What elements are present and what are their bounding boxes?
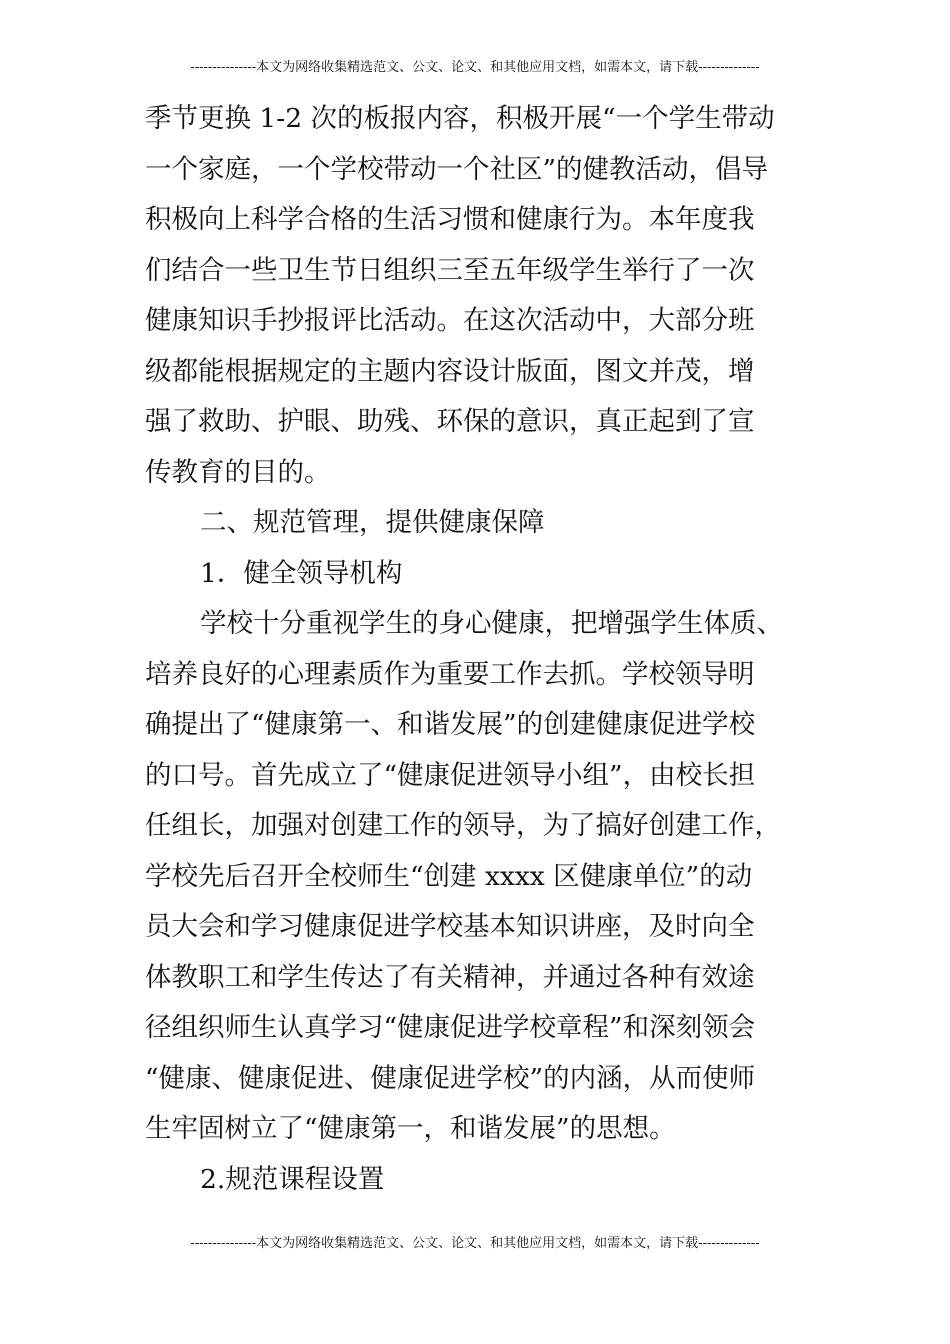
paragraph-line: 传教育的目的。 bbox=[145, 456, 331, 488]
subsection-heading: 2.规范课程设置 bbox=[200, 1163, 385, 1195]
paragraph-line: 级都能根据规定的主题内容设计版面，图文并茂，增 bbox=[145, 355, 755, 387]
header-banner: ---------------本文为网络收集精选范文、公文、论文、和其他应用文档，如需本文，请下载-------------- bbox=[190, 60, 760, 75]
paragraph-line: 学校十分重视学生的身心健康，把增强学生体质、 bbox=[200, 608, 783, 639]
paragraph-line: “健康、健康促进、健康促进学校”的内涵，从而使师 bbox=[145, 1062, 756, 1094]
footer-banner: ---------------本文为网络收集精选范文、公文、论文、和其他应用文档，如需本文，请下载-------------- bbox=[190, 1236, 760, 1251]
paragraph-line: 体教职工和学生传达了有关精神，并通过各种有效途 bbox=[145, 961, 755, 993]
paragraph-line: 径组织师生认真学习“健康促进学校章程”和深刻领会 bbox=[145, 1012, 756, 1043]
section-heading: 二、规范管理，提供健康保障 bbox=[200, 507, 545, 538]
paragraph-line: 积极向上科学合格的生活习惯和健康行为。本年度我 bbox=[145, 204, 755, 235]
paragraph-line: 季节更换 1-2 次的板报内容，积极开展“一个学生带动 bbox=[145, 103, 775, 134]
paragraph-line: 任组长，加强对创建工作的领导，为了搞好创建工作， bbox=[145, 810, 781, 841]
document-body bbox=[145, 94, 807, 1205]
paragraph-line: 确提出了“健康第一、和谐发展”的创建健康促进学校 bbox=[145, 709, 756, 740]
paragraph-line: 健康知识手抄报评比活动。在这次活动中，大部分班 bbox=[145, 305, 755, 336]
paragraph-line: 员大会和学习健康促进学校基本知识讲座，及时向全 bbox=[145, 911, 755, 942]
subsection-heading: 1．健全领导机构 bbox=[200, 557, 403, 589]
paragraph-line: 们结合一些卫生节日组织三至五年级学生举行了一次 bbox=[145, 254, 755, 286]
paragraph-line: 强了救助、护眼、助残、环保的意识，真正起到了宣 bbox=[145, 406, 755, 437]
paragraph-line: 学校先后召开全校师生“创建 xxxx 区健康单位”的动 bbox=[145, 860, 753, 892]
paragraph-line: 的口号。首先成立了“健康促进领导小组”，由校长担 bbox=[145, 759, 756, 791]
paragraph-line: 生牢固树立了“健康第一，和谐发展”的思想。 bbox=[145, 1113, 676, 1144]
paragraph-line: 一个家庭，一个学校带动一个社区”的健教活动，倡导 bbox=[145, 153, 769, 185]
paragraph-line: 培养良好的心理素质作为重要工作去抓。学校领导明 bbox=[145, 658, 755, 690]
